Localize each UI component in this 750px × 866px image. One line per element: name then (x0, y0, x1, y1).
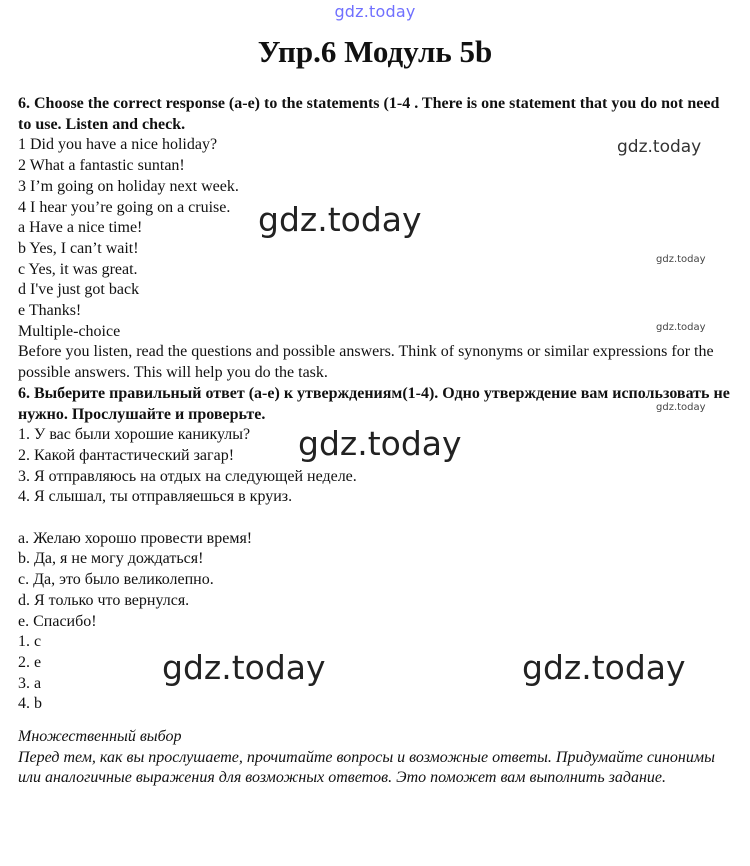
russian-statement: 1. У вас были хорошие каникулы? (18, 426, 251, 444)
english-response: d I've just got back (18, 281, 140, 299)
watermark-top: gdz.today (334, 2, 416, 21)
russian-statement: 4. Я слышал, ты отправляешься в круиз. (18, 488, 293, 506)
page-title: Упр.6 Модуль 5b (257, 34, 493, 69)
english-multiple-choice: Multiple-choice (18, 322, 121, 340)
watermark: gdz.today (656, 322, 706, 333)
watermark: gdz.today (162, 648, 326, 687)
russian-instruction: Перед тем, как вы прослушаете, прочитайте вопросы и возможные ответы. Придумайте синонимы или аналогичные выражения для возможных ответов. Это поможет вам выполнить задание. (18, 748, 715, 787)
watermark: gdz.today (617, 137, 702, 157)
english-statement: 1 Did you have a nice holiday? (18, 136, 218, 154)
english-response: c Yes, it was great. (18, 260, 138, 278)
russian-response: a. Желаю хорошо провести время! (18, 529, 253, 547)
watermark: gdz.today (298, 424, 462, 463)
russian-statement: 2. Какой фантастический загар! (18, 446, 235, 464)
english-statement: 2 What a fantastic suntan! (18, 157, 185, 175)
english-statement: 3 I’m going on holiday next week. (18, 177, 239, 195)
watermark: gdz.today (258, 200, 422, 239)
spacer (18, 508, 730, 529)
english-heading: 6. Choose the correct response (a-e) to the statements (1-4 . There is one statement that you do not need to use. Listen and check. (18, 95, 720, 133)
answer-key-item: 3. a (18, 674, 42, 692)
watermark: gdz.today (656, 402, 706, 413)
russian-response: e. Спасибо! (18, 612, 97, 630)
russian-response: c. Да, это было великолепно. (18, 571, 214, 589)
russian-multiple-choice: Множественный выбор (18, 728, 182, 746)
russian-response: d. Я только что вернулся. (18, 591, 190, 609)
english-response: b Yes, I can’t wait! (18, 239, 139, 257)
english-response: e Thanks! (18, 302, 82, 320)
russian-statement: 3. Я отправляюсь на отдых на следующей неделе. (18, 467, 357, 485)
russian-heading: 6. Выберите правильный ответ (a-e) к утверждениям(1-4). Одно утверждение вам использовать не нужно. Прослушайте и проверьте. (18, 384, 730, 423)
watermark: gdz.today (522, 648, 686, 687)
english-statement: 4 I hear you’re going on a cruise. (18, 198, 231, 216)
watermark: gdz.today (656, 254, 706, 265)
answer-key-item: 2. e (18, 653, 42, 671)
answer-key-item: 4. b (18, 695, 42, 713)
english-instruction: Before you listen, read the questions and possible answers. Think of synonyms or similar expressions for the possible answers. This will help you do the task. (18, 343, 714, 382)
russian-response: b. Да, я не могу дождаться! (18, 550, 204, 568)
answer-key-item: 1. c (18, 633, 42, 651)
english-response: a Have a nice time! (18, 219, 143, 237)
